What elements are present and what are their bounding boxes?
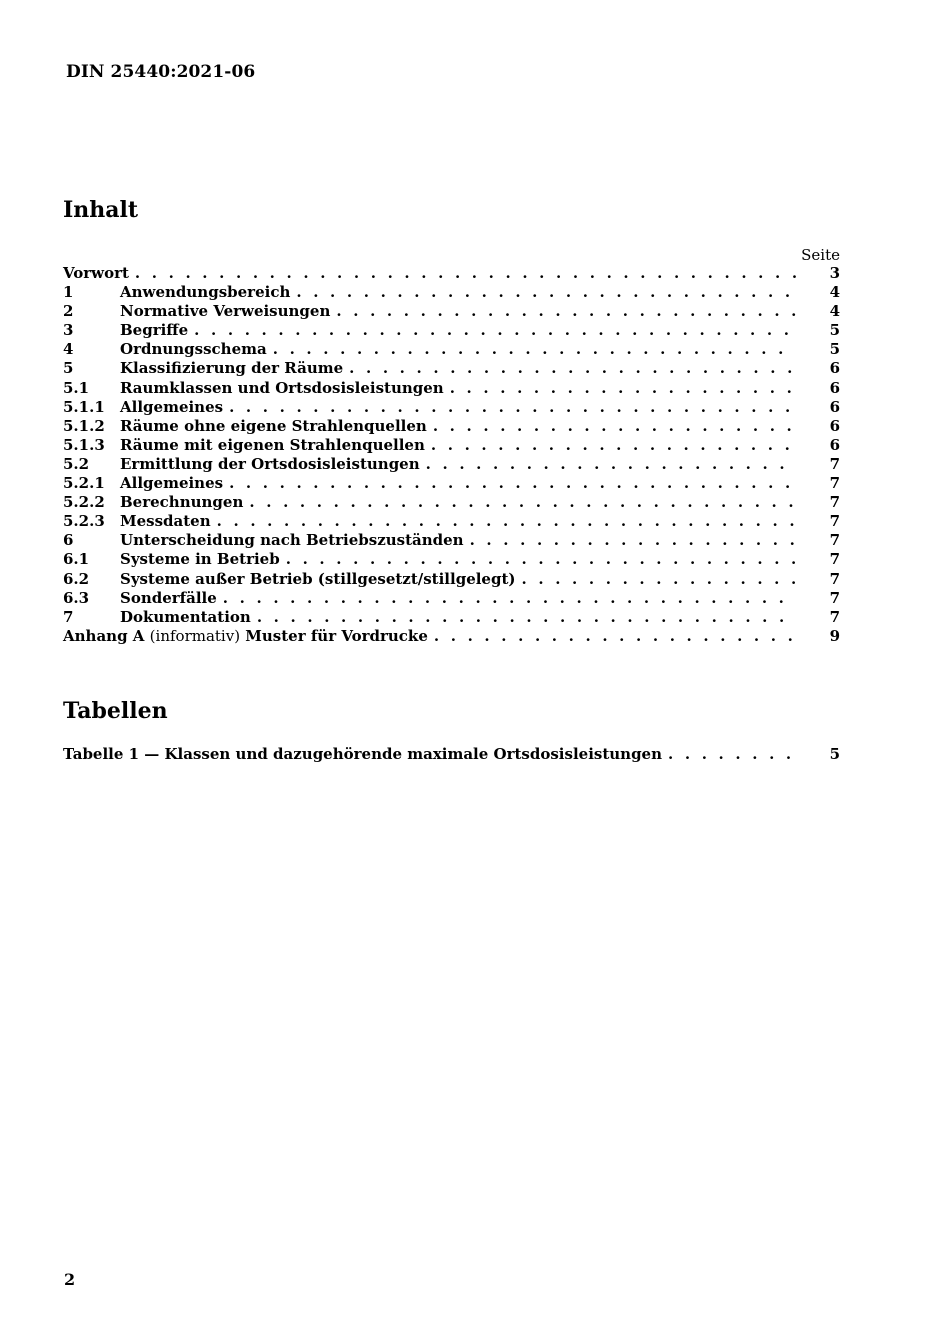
- annex-label: Anhang A: [63, 626, 145, 645]
- toc-entry-page: 6: [829, 435, 840, 454]
- toc-entry-page: 7: [829, 550, 840, 569]
- toc-entry[interactable]: [63, 512, 840, 531]
- tables-heading: Tabellen: [63, 698, 168, 724]
- toc-entry-page: 7: [829, 607, 840, 626]
- dot-leader: [668, 745, 796, 764]
- toc-entry[interactable]: [63, 321, 840, 340]
- toc-entry-number: 5.1.3: [63, 435, 105, 454]
- dot-leader: [229, 474, 796, 493]
- toc-entry-number: 5.1: [63, 378, 90, 397]
- dot-leader: [223, 589, 796, 608]
- toc-entry-page: 5: [829, 321, 840, 340]
- dot-leader: [434, 627, 796, 646]
- toc-entry-number: 5: [63, 359, 74, 378]
- dot-leader: [229, 398, 796, 417]
- toc-entry-number: 5.1.2: [63, 416, 105, 435]
- toc-entry-title: Allgemeines: [120, 397, 224, 416]
- table-of-contents: [63, 264, 840, 646]
- toc-entry-page: 3: [829, 264, 840, 282]
- annex-qualifier: (informativ): [149, 626, 241, 645]
- toc-entry[interactable]: [63, 570, 840, 589]
- dot-leader: [336, 302, 796, 321]
- dot-leader: [135, 264, 796, 283]
- toc-entry-title: Räume mit eigenen Strahlenquellen: [120, 435, 425, 454]
- document-id-header: DIN 25440:2021-06: [66, 62, 256, 82]
- toc-entry-page: 6: [829, 378, 840, 397]
- toc-entry[interactable]: [63, 436, 840, 455]
- dot-leader: [349, 359, 796, 378]
- toc-entry-title: Sonderfälle: [120, 588, 217, 607]
- toc-entry-page: 7: [829, 454, 840, 473]
- toc-entry-title: Normative Verweisungen: [120, 302, 331, 321]
- toc-entry[interactable]: [63, 493, 840, 512]
- toc-entry[interactable]: [63, 359, 840, 378]
- toc-entry-number: 5.2: [63, 454, 90, 473]
- toc-entry-page: 7: [829, 474, 840, 493]
- contents-heading: Inhalt: [63, 197, 139, 223]
- dot-leader: [431, 436, 796, 455]
- annex-title: Muster für Vordrucke: [245, 626, 428, 645]
- dot-leader: [257, 608, 796, 627]
- dot-leader: [249, 493, 796, 512]
- toc-entry-title: Ordnungsschema: [120, 340, 267, 359]
- toc-entry-title: Unterscheidung nach Betriebszuständen: [120, 531, 464, 550]
- dot-leader: [194, 321, 796, 340]
- toc-entry-number: 6.2: [63, 569, 90, 588]
- toc-entry-title: Raumklassen und Ortsdosisleistungen: [120, 378, 444, 397]
- toc-entry[interactable]: [63, 474, 840, 493]
- table-entry-page: 5: [829, 745, 840, 763]
- toc-entry-number: 5.1.1: [63, 397, 105, 416]
- toc-entry[interactable]: [63, 455, 840, 474]
- toc-entry-number: 7: [63, 607, 74, 626]
- toc-entry-title: Ermittlung der Ortsdosisleistungen: [120, 454, 420, 473]
- table-list-entry[interactable]: [63, 745, 840, 764]
- toc-entry-number: 1: [63, 283, 74, 302]
- toc-entry-page: 4: [829, 302, 840, 321]
- toc-entry[interactable]: [63, 283, 840, 302]
- dot-leader: [217, 512, 796, 531]
- toc-entry-page: 9: [829, 626, 840, 645]
- toc-entry-page: 6: [829, 416, 840, 435]
- toc-entry-title: Systeme außer Betrieb (stillgesetzt/stillgelegt): [120, 569, 516, 588]
- toc-entry-number: 6.1: [63, 550, 90, 569]
- toc-entry-title: Anwendungsbereich: [120, 283, 291, 302]
- toc-entry-page: 5: [829, 340, 840, 359]
- toc-entry[interactable]: [63, 417, 840, 436]
- toc-entry-title: Allgemeines: [120, 474, 224, 493]
- toc-entry-title: Messdaten: [120, 512, 211, 531]
- page-number: 2: [64, 1270, 76, 1289]
- table-entry-title: Tabelle 1 — Klassen und dazugehörende maximale Ortsdosisleistungen: [63, 745, 663, 763]
- toc-entry[interactable]: [63, 531, 840, 550]
- toc-entry[interactable]: [63, 264, 840, 283]
- toc-entry-title: Systeme in Betrieb: [120, 550, 280, 569]
- dot-leader: [450, 379, 796, 398]
- toc-entry-title: Räume ohne eigene Strahlenquellen: [120, 416, 427, 435]
- toc-entry-number: 5.2.2: [63, 493, 105, 512]
- toc-entry-number: 4: [63, 340, 74, 359]
- toc-entry-title: Begriffe: [120, 321, 189, 340]
- toc-entry-title: Klassifizierung der Räume: [120, 359, 344, 378]
- toc-entry[interactable]: [63, 379, 840, 398]
- toc-entry-title: Dokumentation: [120, 607, 251, 626]
- toc-entry-annex[interactable]: [63, 627, 840, 646]
- toc-entry[interactable]: [63, 302, 840, 321]
- dot-leader: [470, 531, 796, 550]
- toc-entry-number: 5.2.3: [63, 512, 105, 531]
- dot-leader: [286, 550, 796, 569]
- toc-entry[interactable]: [63, 398, 840, 417]
- toc-entry-number: 3: [63, 321, 74, 340]
- dot-leader: [296, 283, 796, 302]
- dot-leader: [433, 417, 796, 436]
- dot-leader: [426, 455, 796, 474]
- toc-entry-number: 6.3: [63, 588, 90, 607]
- toc-entry-page: 7: [829, 493, 840, 512]
- toc-entry-title: Vorwort: [63, 264, 129, 282]
- toc-entry[interactable]: [63, 589, 840, 608]
- toc-entry[interactable]: [63, 550, 840, 569]
- toc-entry-page: 7: [829, 531, 840, 550]
- dot-leader: [273, 340, 796, 359]
- toc-entry-page: 4: [829, 283, 840, 302]
- toc-entry-page: 7: [829, 588, 840, 607]
- dot-leader: [522, 570, 797, 589]
- toc-entry-number: 5.2.1: [63, 474, 105, 493]
- list-of-tables: [63, 745, 840, 764]
- toc-entry-number: 2: [63, 302, 74, 321]
- toc-entry[interactable]: [63, 340, 840, 359]
- toc-entry-page: 6: [829, 397, 840, 416]
- toc-entry-page: 7: [829, 569, 840, 588]
- toc-entry-page: 7: [829, 512, 840, 531]
- toc-entry[interactable]: [63, 608, 840, 627]
- toc-entry-page: 6: [829, 359, 840, 378]
- toc-entry-title: [63, 627, 428, 646]
- page-column-label: Seite: [801, 246, 840, 264]
- toc-entry-number: 6: [63, 531, 74, 550]
- toc-entry-title: Berechnungen: [120, 493, 244, 512]
